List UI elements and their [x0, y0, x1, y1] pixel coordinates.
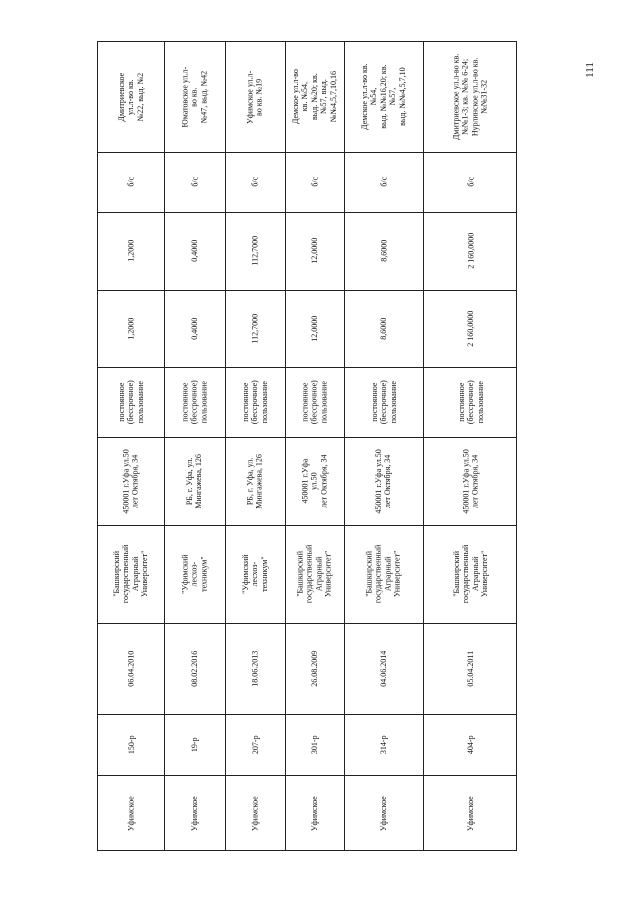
cell-kind: [285, 152, 344, 212]
cell-area-total: [423, 290, 518, 367]
cell-text: 450001 г.Уфа ул.50 лет Октября, 34: [121, 448, 140, 514]
cell-text: постоянное (бессрочное) пользование: [300, 380, 329, 424]
cell-address: [225, 437, 285, 525]
cell-area: [344, 212, 423, 290]
cell-decree-no: [225, 714, 285, 775]
cell-text: Уфимское: [378, 796, 388, 831]
cell-district: [285, 775, 344, 852]
cell-text: РБ, г. Уфа, ул. Мингажева, 126: [245, 453, 264, 509]
cell-area-total: [98, 290, 164, 367]
cell-decree-no: [285, 714, 344, 775]
cell-text: постоянное (бессрочное) пользование: [456, 380, 485, 424]
cell-right: [423, 367, 518, 437]
cell-address: [98, 437, 164, 525]
land-table: [97, 41, 517, 851]
cell-text: 12,0000: [309, 315, 319, 342]
cell-location: [423, 42, 518, 152]
cell-decree-no: [98, 714, 164, 775]
cell-text: 450001 г.Уфа ул.50 лет Октября, 34: [300, 454, 329, 508]
cell-holder: [98, 525, 164, 623]
cell-text: 150-р: [126, 735, 136, 754]
cell-location: [98, 42, 164, 152]
cell-area-total: [344, 290, 423, 367]
cell-decree-no: [164, 714, 225, 775]
cell-text: 05.04.2011: [465, 650, 475, 687]
cell-text: Дмитриевское ул.л-во кв. №22, выд. №2: [116, 72, 145, 122]
cell-kind: [225, 152, 285, 212]
cell-text: РБ, г. Уфа, ул. Мингажева, 126: [185, 453, 204, 509]
cell-area-total: [285, 290, 344, 367]
cell-text: 06.04.2010: [126, 650, 136, 687]
cell-text: Демское ул.л-во кв. №54, выд. №20; кв. №57, выд. №№4,5,7,10,16: [290, 69, 338, 125]
cell-district: [423, 775, 518, 852]
cell-decree-no: [423, 714, 518, 775]
cell-right: [344, 367, 423, 437]
cell-district: [164, 775, 225, 852]
cell-text: 19-р: [189, 737, 199, 752]
cell-text: Уфимское: [309, 796, 319, 831]
cell-right: [285, 367, 344, 437]
cell-right: [225, 367, 285, 437]
cell-area: [423, 212, 518, 290]
cell-text: 404-р: [465, 735, 475, 754]
cell-text: "Башкирский государственный Аграрный Университет": [364, 544, 402, 604]
cell-text: "Уфимский лесхоз- техникум": [240, 554, 269, 594]
cell-text: Уфимское ул.л-во кв. №19: [245, 70, 264, 124]
cell-location: [225, 42, 285, 152]
cell-text: постоянное (бессрочное) пользование: [180, 380, 209, 424]
cell-district: [98, 775, 164, 852]
cell-text: "Башкирский государственный Аграрный Университет": [295, 544, 333, 604]
cell-decree-no: [344, 714, 423, 775]
cell-text: Дмитриевское ул.л-во кв. №№1-3; кв. №№ 6-24; Нурлинское ул.л-во кв. №№31-32: [451, 53, 489, 141]
cell-location: [285, 42, 344, 152]
cell-text: Юматовское ул.л-во кв. №47, выд. №42: [180, 66, 209, 128]
cell-address: [164, 437, 225, 525]
cell-text: Демское ул.л-во кв. №54, выд. №№16,20; кв. №57, выд. №№4,5,7,10: [359, 63, 407, 131]
cell-holder: [285, 525, 344, 623]
cell-text: 12,0000: [309, 238, 319, 264]
cell-holder: [423, 525, 518, 623]
cell-text: "Башкирский государственный Аграрный Университет": [112, 544, 150, 604]
cell-holder: [344, 525, 423, 623]
cell-text: 04.06.2014: [378, 650, 388, 687]
cell-text: постоянное (бессрочное) пользование: [116, 380, 145, 424]
cell-kind: [164, 152, 225, 212]
cell-text: Уфимское: [250, 796, 260, 831]
cell-district: [225, 775, 285, 852]
cell-text: 207-р: [250, 735, 260, 754]
cell-text: 314-р: [378, 735, 388, 754]
cell-text: б/с: [465, 177, 475, 187]
cell-text: б/с: [309, 177, 319, 187]
cell-text: 2 160,0000: [465, 233, 475, 269]
cell-address: [344, 437, 423, 525]
cell-kind: [98, 152, 164, 212]
cell-date: [164, 623, 225, 714]
cell-text: "Башкирский государственный Аграрный Университет": [451, 544, 489, 604]
cell-text: б/с: [378, 177, 388, 187]
cell-date: [98, 623, 164, 714]
cell-text: б/с: [189, 177, 199, 187]
cell-address: [423, 437, 518, 525]
cell-text: б/с: [250, 177, 260, 187]
cell-text: 450001 г.Уфа ул.50 лет Октября, 34: [461, 448, 480, 514]
cell-date: [225, 623, 285, 714]
cell-text: 301-р: [309, 735, 319, 754]
cell-text: 08.02.2016: [189, 650, 199, 687]
cell-text: 1,2000: [126, 317, 136, 340]
cell-date: [285, 623, 344, 714]
cell-text: Уфимское: [465, 796, 475, 831]
cell-kind: [344, 152, 423, 212]
cell-text: 112,7000: [250, 236, 260, 266]
cell-text: 450001 г.Уфа ул.50 лет Октября, 34: [374, 448, 393, 514]
cell-area-total: [225, 290, 285, 367]
cell-text: Уфимское: [189, 796, 199, 831]
cell-text: 2 160,0000: [465, 310, 475, 347]
cell-date: [423, 623, 518, 714]
cell-text: 0,4000: [189, 240, 199, 262]
cell-area: [98, 212, 164, 290]
cell-text: "Уфимский лесхоз- техникум": [180, 554, 209, 594]
cell-right: [164, 367, 225, 437]
cell-date: [344, 623, 423, 714]
cell-area: [164, 212, 225, 290]
cell-right: [98, 367, 164, 437]
cell-text: 26.08.2009: [309, 650, 319, 687]
cell-text: б/с: [126, 177, 136, 187]
cell-text: постоянное (бессрочное) пользование: [240, 380, 269, 424]
cell-text: 8,6000: [378, 240, 388, 262]
cell-text: 1,2000: [126, 240, 136, 262]
cell-text: 18.06.2013: [250, 650, 260, 687]
page-number: 111: [584, 62, 596, 78]
cell-address: [285, 437, 344, 525]
cell-holder: [164, 525, 225, 623]
cell-text: 8,6000: [378, 317, 388, 340]
cell-text: постоянное (бессрочное) пользование: [369, 380, 398, 424]
cell-kind: [423, 152, 518, 212]
cell-location: [344, 42, 423, 152]
cell-district: [344, 775, 423, 852]
cell-text: Уфимское: [126, 796, 136, 831]
cell-text: 112,7000: [250, 313, 260, 344]
cell-location: [164, 42, 225, 152]
cell-text: 0,4000: [189, 317, 199, 340]
cell-area-total: [164, 290, 225, 367]
cell-holder: [225, 525, 285, 623]
cell-area: [225, 212, 285, 290]
cell-area: [285, 212, 344, 290]
